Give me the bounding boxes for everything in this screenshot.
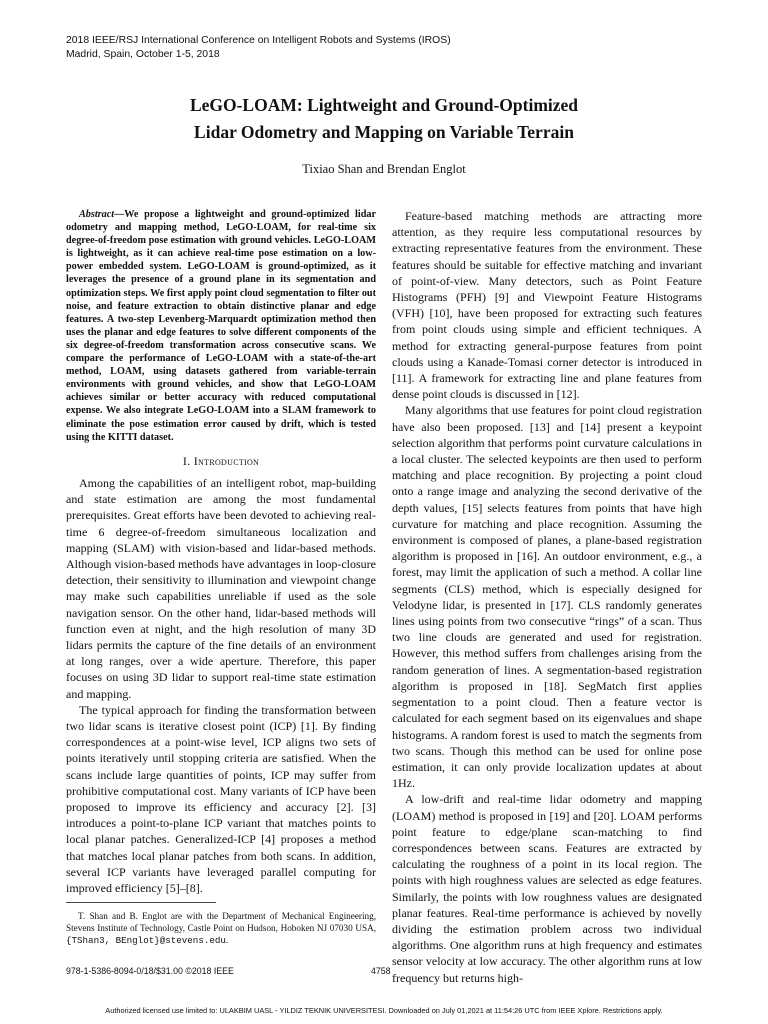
paragraph: The typical approach for finding the transformation between two lidar scans is iterative closest point (ICP) [1]. By finding correspondences at a point-wise level, ICP aligns two sets of points iteratively until stopping criteria are satisfied. When the scans include large quantities of points, ICP may suffer from prohibitive computational cost. Many variants of ICP have been proposed to improve its efficiency and accuracy [2]. [3] introduces a point-to-plane ICP variant that matches points to local planar patches. Generalized-ICP [4] proposes a method that matches local planar patches from both scans. In addition, several ICP variants have leveraged parallel computing for improved efficiency [5]–[8]. (66, 702, 376, 895)
abstract-text: We propose a lightweight and ground-optimized lidar odometry and mapping method, LeGO-LOAM, for real-time six degree-of-freedom pose estimation with ground vehicles. LeGO-LOAM is lightweight, as it can achieve real-time pose estimation on a low-power embedded system. LeGO-LOAM is ground-optimized, as it leverages the presence of a ground plane in its segmentation and optimization steps. We first apply point cloud segmentation to filter out noise, and feature extraction to obtain distinctive planar and edge features. A two-step Levenberg-Marquardt optimization method then uses the planar and edge features to solve different components of the six degree-of-freedom transformation across consecutive scans. We compare the performance of LeGO-LOAM with a state-of-the-art method, LOAM, using datasets gathered from variable-terrain environments with ground vehicles, and show that LeGO-LOAM achieves similar or better accuracy with reduced computational expense. We also integrate LeGO-LOAM into a SLAM framework to eliminate the pose estimation error caused by drift, which is tested using the KITTI dataset. (66, 209, 376, 443)
isbn-copyright: 978-1-5386-8094-0/18/$31.00 ©2018 IEEE (66, 966, 234, 976)
paragraph: Among the capabilities of an intelligent robot, map-building and state estimation are among the most fundamental prerequisites. Great efforts have been devoted to achieving real-time 6 degree-of-freedom simultaneous localization and mapping (SLAM) with vision-based and lidar-based methods. Although vision-based methods have advantages in loop-closure detection, their sensitivity to illumination and viewpoint change may make such capabilities unreliable if used as the sole navigation sensor. On the other hand, lidar-based methods will function even at night, and the high resolution of many 3D lidars permits the capture of the fine details of an environment at long ranges, over a wide aperture. Therefore, this paper focuses on using 3D lidar to support real-time state estimation and mapping. (66, 475, 376, 701)
footnote-rule (66, 902, 216, 903)
paper-title (0, 92, 768, 146)
paragraph: Many algorithms that use features for point cloud registration have also been proposed. [13] and [14] present a keypoint selection algorithm that performs point curvature calculations in a local cluster. The selected keypoints are then used to perform matching and place recognition. By projecting a point cloud onto a range image and analyzing the second derivative of the depth values, [15] selects features from points that have high curvature for matching and place recognition. Assuming the environment is composed of planes, a plane-based registration algorithm is proposed in [16]. An outdoor environment, e.g., a forest, may limit the application of such a method. A collar line segments (CLS) method, which is especially designed for Velodyne lidar, is presented in [17]. CLS randomly generates lines using points from two consecutive “rings” of a scan. Thus two line clouds are generated and used for registration. However, this method suffers from challenges arising from the random generation of lines. A segmentation-based registration algorithm is proposed in [18]. SegMatch first applies segmentation to a point cloud. Then a feature vector is calculated for each segment based on its eigenvalues and shape histograms. A random forest is used to match the segments from two scans. Though this method can be used for online pose estimation, it can only provide localization updates at about 1Hz. (392, 403, 702, 791)
footnote-end: . (225, 935, 229, 946)
page-number: 4758 (371, 966, 391, 976)
conference-name: 2018 IEEE/RSJ International Conference on Intelligent Robots and Systems (IROS) (66, 35, 451, 46)
left-column (66, 208, 376, 896)
paragraph: Feature-based matching methods are attracting more attention, as they require less computational resources by extracting representative features from the environment. These features should be suitable for effective matching and invariant of point-of-view. Many detectors, such as Point Feature Histograms (PFH) [9] and Viewpoint Feature Histograms (VFH) [10], have been proposed for extracting such features from point clouds using simple and efficient techniques. A method for extracting general-purpose features from point clouds using a Kanade-Tomasi corner detector is introduced in [11]. A framework for extracting line and plane features from dense point clouds is discussed in [12]. (392, 209, 702, 402)
section-title: Introduction (193, 453, 260, 468)
conference-header (66, 34, 451, 62)
footnote (66, 910, 376, 948)
title-line-1: LeGO-LOAM: Lightweight and Ground-Optimized (189, 95, 579, 115)
conference-location: Madrid, Spain, October 1-5, 2018 (66, 49, 220, 60)
footnote-text: T. Shan and B. Englot are with the Department of Mechanical Engineering, Stevens Institute of Technology, Castle Point on Hudson, Hoboken NJ 07030 USA, (66, 911, 376, 934)
paragraph: A low-drift and real-time lidar odometry and mapping (LOAM) method is proposed in [19] and [20]. LOAM performs point feature to edge/plane scan-matching to find correspondences between scans. Features are extracted by calculating the roughness of a point in its local region. The points with high roughness values are selected as edge features. Similarly, the points with low roughness values are designated planar features. Real-time performance is achieved by novelly dividing the estimation problem across two individual algorithms. One algorithm runs at high frequency and estimates sensor velocity at low accuracy. The other algorithm runs at low frequency but returns high- (392, 792, 702, 985)
section-numeral: I. (182, 453, 191, 468)
abstract (66, 208, 376, 444)
title-line-2: Lidar Odometry and Mapping on Variable Terrain (194, 122, 574, 142)
authors: Tixiao Shan and Brendan Englot (302, 162, 466, 176)
footnote-emails: {TShan3, BEnglot}@stevens.edu (66, 935, 226, 947)
abstract-label: Abstract— (79, 209, 125, 220)
license-notice: Authorized licensed use limited to: ULAKBIM UASL - YILDIZ TEKNIK UNIVERSITESI. Downloaded on July 01,2021 at 11:54:26 UTC from IEEE Xplore. Restrictions apply. (105, 1006, 663, 1015)
right-column (392, 208, 702, 986)
section-heading-introduction (66, 453, 376, 469)
